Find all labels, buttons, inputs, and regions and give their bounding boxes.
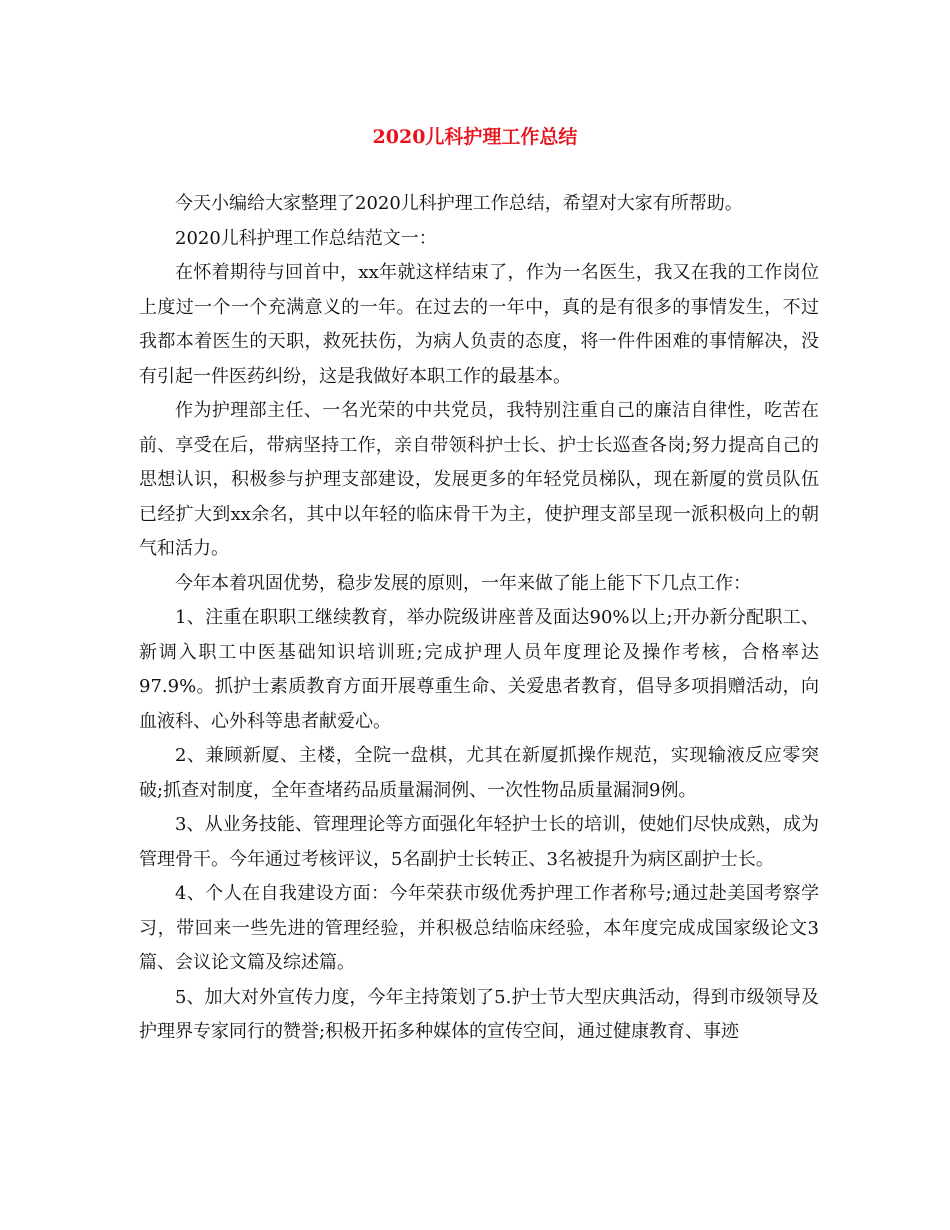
paragraph: 今年本着巩固优势，稳步发展的原则，一年来做了能上能下下几点工作： [175, 572, 751, 594]
document-title: 2020儿科护理工作总结 [372, 126, 578, 148]
list-item-5: 5、加大对外宣传力度，今年主持策划了5.护士节大型庆典活动，得到市级领导及护理界专家同行的赞誉;积极开拓多种媒体的宣传空间，通过健康教育、事迹 [139, 986, 819, 1042]
document-body [139, 187, 819, 1050]
paragraph: 在怀着期待与回首中，xx年就这样结束了，作为一名医生，我又在我的工作岗位上度过一个一个充满意义的一年。在过去的一年中，真的是有很多的事情发生，不过我都本着医生的天职，救死扶伤，为病人负责的态度，将一件件困难的事情解决，没有引起一件医药纠纷，这是我做好本职工作的最基本。 [139, 262, 819, 387]
list-item-2: 2、兼顾新厦、主楼，全院一盘棋，尤其在新厦抓操作规范，实现输液反应零突破;抓查对制度，全年查堵药品质量漏洞例、一次性物品质量漏洞9例。 [139, 745, 819, 801]
paragraph: 作为护理部主任、一名光荣的中共党员，我特别注重自己的廉洁自律性，吃苦在前、享受在后，带病坚持工作，亲自带领科护士长、护士长巡查各岗;努力提高自己的思想认识，积极参与护理支部建设，发展更多的年轻党员梯队，现在新厦的赏员队伍已经扩大到xx余名，其中以年轻的临床骨干为主，使护理支部呈现一派积极向上的朝气和活力。 [139, 400, 819, 559]
list-item-1: 1、注重在职职工继续教育，举办院级讲座普及面达90%以上;开办新分配职工、新调入职工中医基础知识培训班;完成护理人员年度理论及操作考核，合格率达97.9%。抓护士素质教育方面开展尊重生命、关爱患者教育，倡导多项捐赠活动，向血液科、心外科等患者献爱心。 [139, 607, 819, 732]
list-item-4: 4、个人在自我建设方面：今年荣获市级优秀护理工作者称号;通过赴美国考察学习，带回来一些先进的管理经验，并积极总结临床经验，本年度完成成国家级论文3篇、会议论文篇及综述篇。 [139, 883, 819, 973]
paragraph-intro: 今天小编给大家整理了2020儿科护理工作总结，希望对大家有所帮助。 [175, 193, 743, 214]
paragraph-subheading: 2020儿科护理工作总结范文一： [175, 227, 437, 249]
list-item-3: 3、从业务技能、管理理论等方面强化年轻护士长的培训，使她们尽快成熟，成为管理骨干。今年通过考核评议，5名副护士长转正、3名被提升为病区副护士长。 [139, 814, 819, 870]
